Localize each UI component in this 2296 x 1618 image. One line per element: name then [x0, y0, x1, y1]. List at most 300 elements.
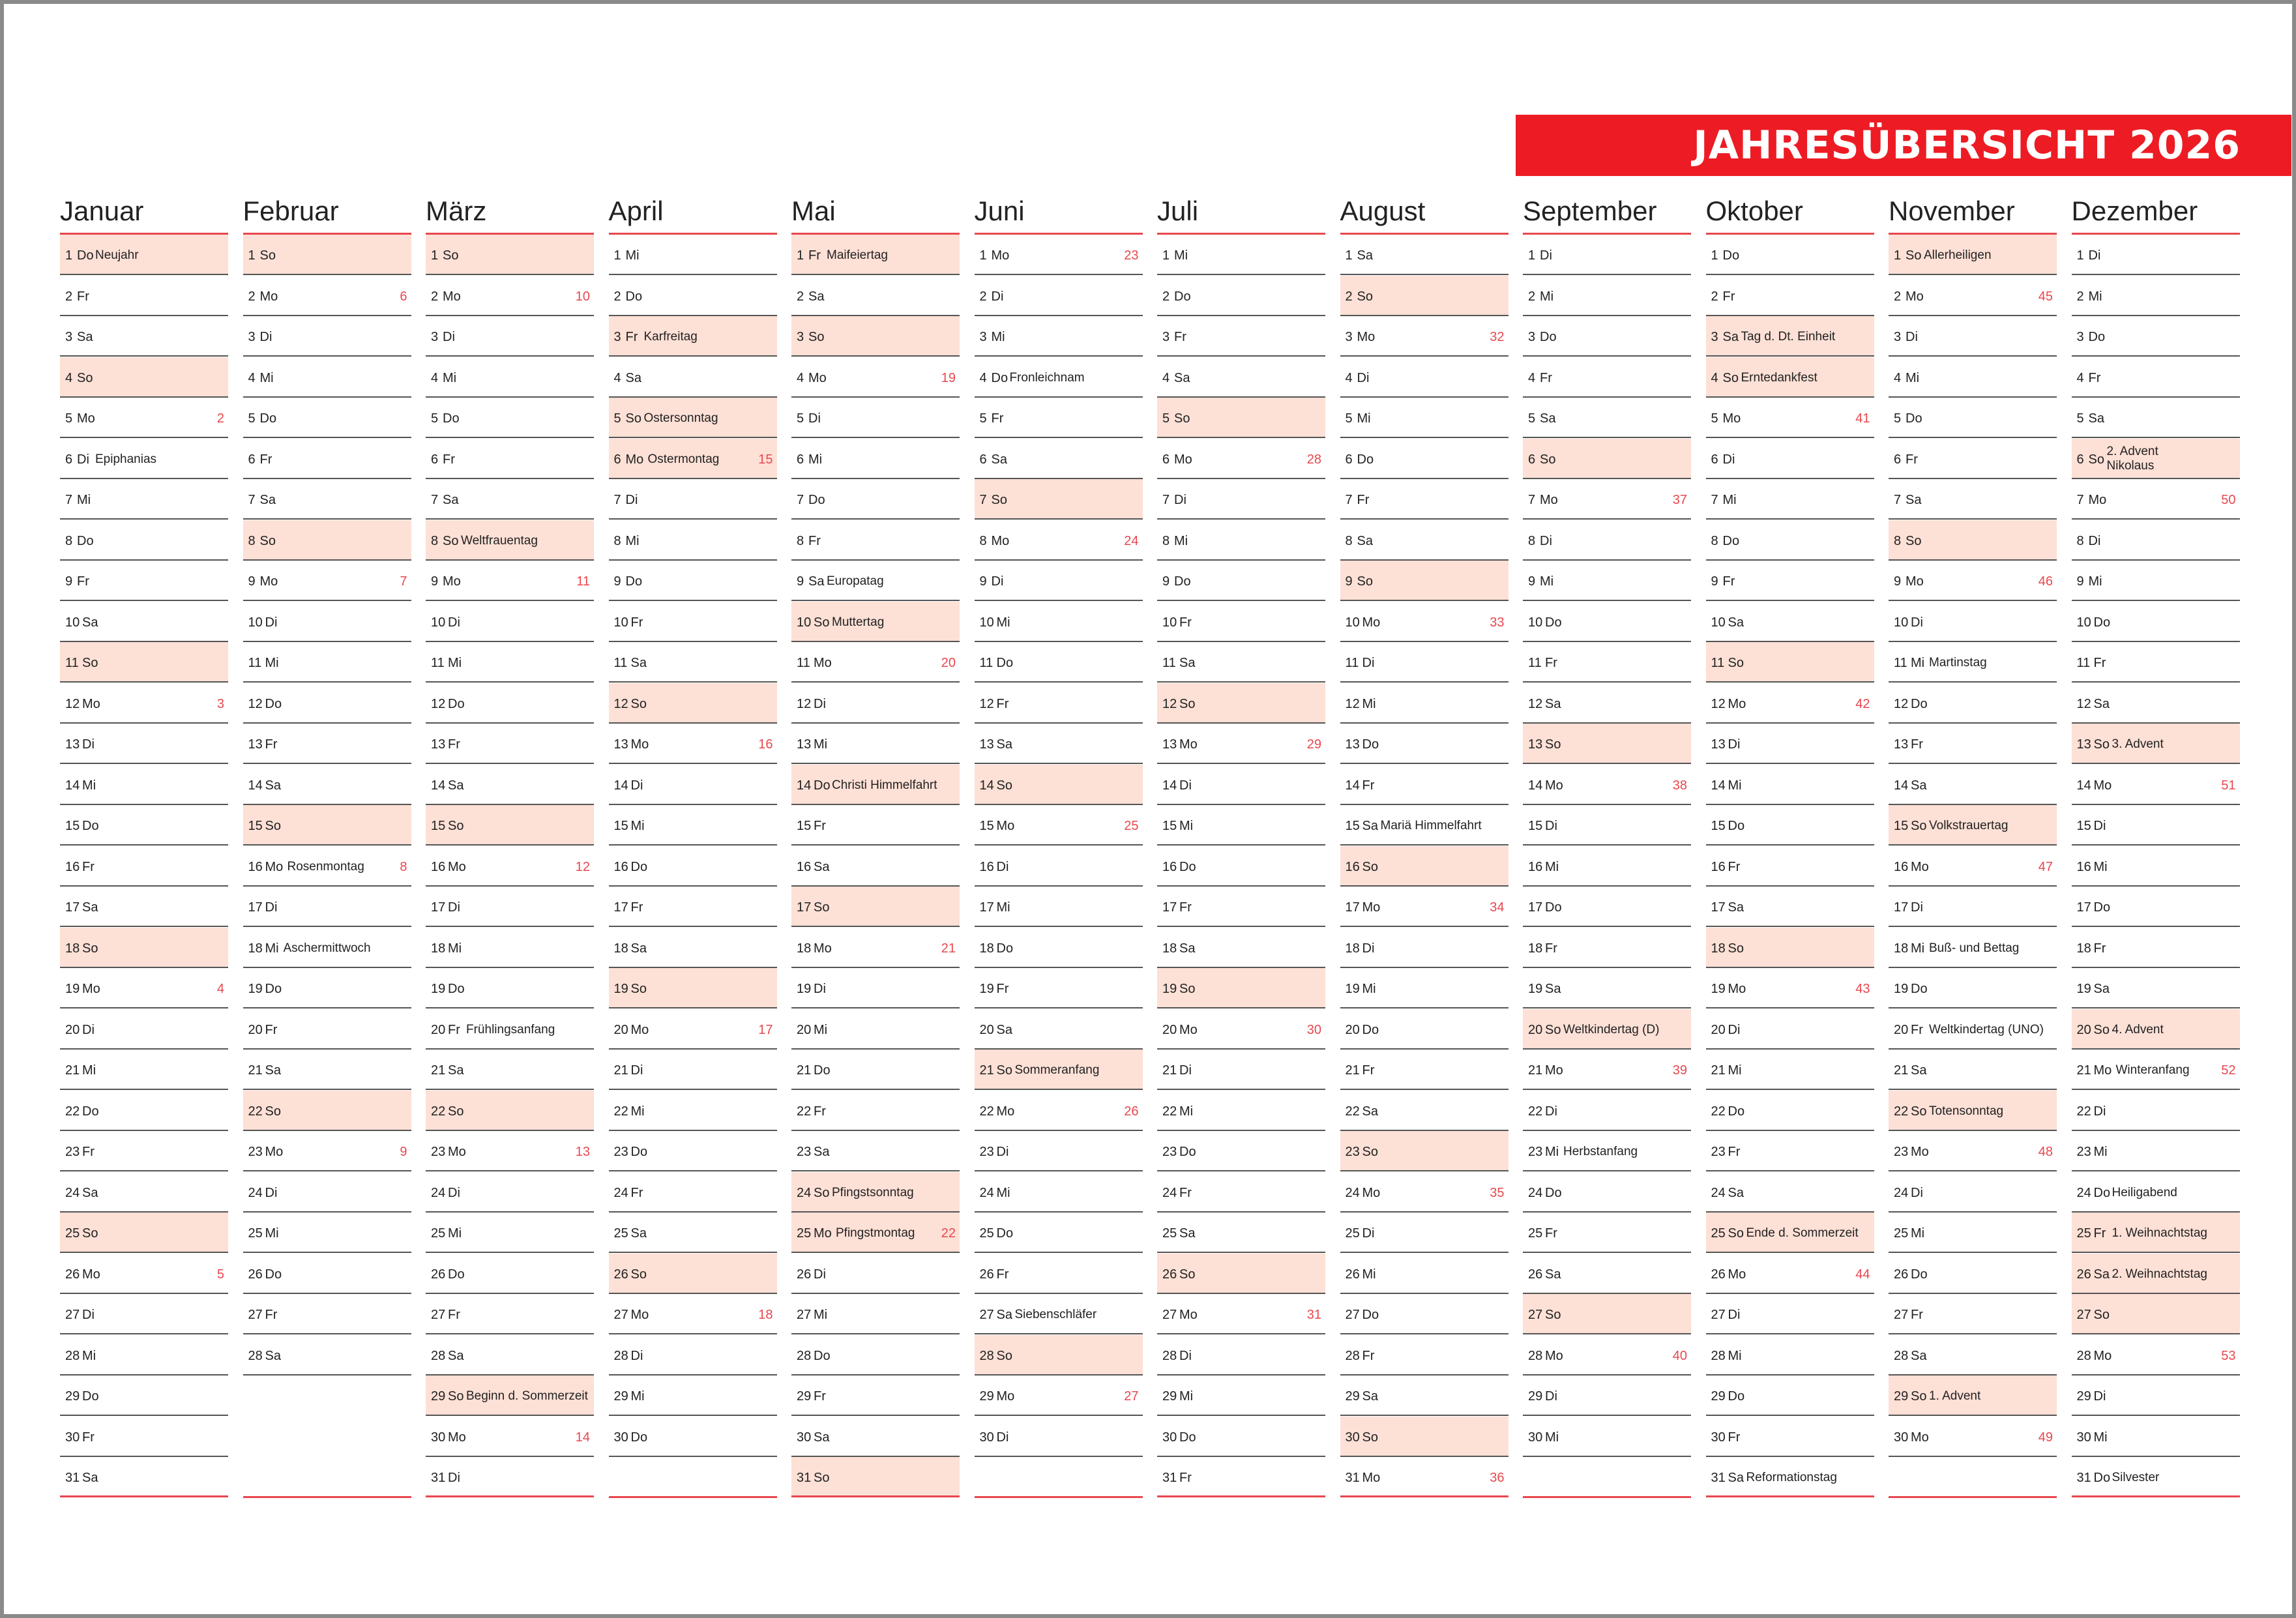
day-number: 10 — [2076, 615, 2091, 630]
day-row — [1706, 1050, 1874, 1090]
weekday: Sa — [1362, 1389, 1378, 1404]
weekday: So — [630, 982, 647, 996]
holiday-label: Muttertag — [832, 615, 885, 629]
day-row — [2072, 928, 2240, 968]
day-row — [2072, 316, 2240, 357]
day-number: 13 — [1345, 737, 1360, 752]
weekday: Mo — [1911, 859, 1929, 874]
day-row — [60, 235, 228, 275]
day-number: 16 — [1345, 859, 1360, 874]
day-number: 20 — [2076, 1022, 2091, 1037]
day-number: 18 — [613, 941, 628, 956]
day-number: 30 — [1894, 1430, 1909, 1445]
weekday: Di — [1911, 900, 1923, 915]
day-number: 31 — [2076, 1471, 2091, 1485]
week-number: 46 — [2038, 574, 2053, 589]
day-number: 27 — [431, 1308, 446, 1322]
weekday: Mi — [1179, 1389, 1194, 1404]
holiday-label: Ostermontag — [647, 452, 720, 466]
weekday: Fr — [1179, 900, 1192, 915]
day-number: 15 — [1894, 819, 1909, 833]
weekday: Do — [808, 493, 825, 507]
day-row — [1706, 887, 1874, 927]
day-row — [1523, 1131, 1691, 1171]
day-row — [791, 479, 960, 520]
weekday: So — [82, 656, 98, 670]
day-number: 29 — [431, 1389, 446, 1404]
weekday: Di — [1906, 330, 1918, 344]
day-row — [1157, 968, 1325, 1008]
day-number: 12 — [1162, 696, 1177, 711]
day-row — [1706, 683, 1874, 724]
day-number: 15 — [2076, 819, 2091, 833]
day-row — [1157, 683, 1325, 724]
week-number: 40 — [1672, 1348, 1687, 1363]
day-number: 6 — [2076, 452, 2084, 467]
weekday: Di — [996, 859, 1009, 874]
day-row — [609, 642, 777, 683]
weekday: Di — [1540, 248, 1552, 263]
weekday: Di — [814, 696, 826, 711]
weekday: Do — [265, 1267, 282, 1282]
day-number: 9 — [613, 574, 621, 589]
day-number: 11 — [431, 656, 445, 670]
week-number: 36 — [1490, 1471, 1505, 1485]
week-number: 42 — [1855, 696, 1870, 711]
day-number: 5 — [613, 411, 621, 426]
day-row — [609, 276, 777, 316]
day-row — [791, 765, 960, 805]
day-number: 7 — [65, 493, 73, 507]
weekday: Mi — [630, 1104, 645, 1119]
day-row — [60, 887, 228, 927]
day-row — [1706, 520, 1874, 561]
day-row — [975, 887, 1143, 927]
day-row — [60, 683, 228, 724]
week-number: 9 — [400, 1145, 407, 1159]
day-row — [791, 724, 960, 764]
day-row — [609, 1335, 777, 1375]
day-row — [60, 357, 228, 398]
day-number: 19 — [797, 982, 812, 996]
month-name: Februar — [243, 196, 339, 226]
day-number: 22 — [979, 1104, 994, 1119]
day-number: 10 — [613, 615, 628, 630]
day-number: 29 — [1345, 1389, 1360, 1404]
weekday: Do — [448, 982, 465, 996]
day-row — [975, 1335, 1143, 1375]
day-number: 3 — [797, 330, 804, 344]
day-row — [60, 1294, 228, 1334]
day-number: 25 — [1345, 1226, 1360, 1241]
weekday: Fr — [1545, 656, 1557, 670]
weekday: Mo — [630, 1022, 649, 1037]
weekday: Mo — [1545, 1348, 1563, 1363]
day-row — [1157, 846, 1325, 887]
day-row — [609, 887, 777, 927]
weekday: Fr — [1911, 1308, 1923, 1322]
day-number: 1 — [979, 248, 987, 263]
day-row — [1157, 1009, 1325, 1050]
day-number: 6 — [1894, 452, 1902, 467]
day-number: 9 — [65, 574, 73, 589]
day-number: 20 — [1162, 1022, 1177, 1037]
day-number: 30 — [979, 1430, 994, 1445]
day-row — [1889, 235, 2057, 275]
month-name: Januar — [60, 196, 144, 226]
holiday-label: Siebenschläfer — [1014, 1308, 1097, 1321]
day-number: 20 — [1894, 1022, 1909, 1037]
weekday: Di — [1911, 615, 1923, 630]
weekday: Fr — [996, 696, 1009, 711]
weekday: Di — [265, 900, 278, 915]
day-row — [60, 805, 228, 846]
day-row — [609, 1091, 777, 1131]
day-row — [1340, 928, 1509, 968]
weekday: So — [443, 248, 459, 263]
day-row — [1706, 805, 1874, 846]
day-row — [791, 439, 960, 479]
day-row — [1889, 602, 2057, 642]
weekday: Di — [448, 615, 460, 630]
weekday: Do — [265, 982, 282, 996]
day-number: 22 — [1711, 1104, 1726, 1119]
weekday: Di — [448, 1471, 460, 1485]
day-row — [1340, 1091, 1509, 1131]
day-number: 3 — [1528, 330, 1536, 344]
day-row — [1340, 1417, 1509, 1457]
weekday: Sa — [82, 1185, 98, 1200]
day-row — [1157, 928, 1325, 968]
weekday: So — [1906, 248, 1922, 263]
weekday: Di — [991, 574, 1004, 589]
weekday: So — [814, 615, 830, 630]
day-number: 24 — [1894, 1185, 1909, 1200]
day-number: 16 — [1162, 859, 1177, 874]
day-number: 12 — [797, 696, 812, 711]
day-number: 12 — [1528, 696, 1543, 711]
day-number: 20 — [431, 1022, 446, 1037]
day-number: 21 — [1162, 1063, 1177, 1078]
day-row — [243, 316, 411, 357]
holiday-label: Europatag — [827, 574, 884, 588]
day-number: 15 — [65, 819, 80, 833]
week-number: 24 — [1124, 533, 1139, 548]
day-number: 27 — [613, 1308, 628, 1322]
weekday: Mi — [630, 819, 645, 833]
day-number: 29 — [1894, 1389, 1909, 1404]
day-row — [1157, 1254, 1325, 1294]
day-number: 18 — [1528, 941, 1543, 956]
month-end-line — [1523, 1496, 1691, 1498]
day-number: 10 — [248, 615, 263, 630]
week-number: 12 — [575, 859, 590, 874]
day-row — [426, 846, 594, 887]
day-row — [609, 846, 777, 887]
weekday: Fr — [1545, 1226, 1557, 1241]
day-number: 15 — [248, 819, 263, 833]
weekday: So — [1357, 289, 1373, 304]
day-row — [791, 357, 960, 398]
day-row — [243, 1131, 411, 1171]
day-number: 14 — [1894, 778, 1909, 793]
weekday: Mi — [1179, 1104, 1194, 1119]
weekday: Mi — [1357, 411, 1371, 426]
week-number: 23 — [1124, 248, 1139, 263]
weekday: Sa — [259, 493, 276, 507]
day-number: 13 — [1894, 737, 1909, 752]
day-row — [2072, 1213, 2240, 1253]
weekday: So — [1179, 982, 1196, 996]
weekday: Sa — [1545, 1267, 1561, 1282]
weekday: Sa — [1362, 1104, 1378, 1119]
week-number: 47 — [2038, 859, 2053, 874]
day-number: 26 — [797, 1267, 812, 1282]
weekday: Sa — [82, 615, 98, 630]
day-number: 11 — [797, 656, 810, 670]
weekday: Mi — [630, 1389, 645, 1404]
weekday: So — [814, 1185, 830, 1200]
day-row — [1889, 1335, 2057, 1375]
weekday: Do — [1728, 819, 1745, 833]
week-number: 45 — [2038, 289, 2053, 304]
weekday: Do — [625, 289, 643, 304]
weekday: Sa — [814, 1145, 830, 1159]
day-row — [1523, 968, 1691, 1008]
day-row — [1889, 1213, 2057, 1253]
day-row — [1340, 968, 1509, 1008]
day-number: 21 — [1345, 1063, 1360, 1078]
day-number: 10 — [1711, 615, 1726, 630]
weekday: Di — [2093, 1104, 2106, 1119]
day-row — [426, 1009, 594, 1050]
week-number: 26 — [1124, 1104, 1139, 1119]
day-number: 8 — [65, 533, 73, 548]
weekday: Mo — [259, 574, 278, 589]
day-number: 25 — [1894, 1226, 1909, 1241]
weekday: Mo — [814, 1226, 832, 1241]
day-row — [1889, 1091, 2057, 1131]
day-row — [975, 1294, 1143, 1334]
day-row — [426, 1335, 594, 1375]
weekday: Di — [265, 615, 278, 630]
weekday: Mo — [77, 411, 95, 426]
holiday-label: Maifeiertag — [827, 248, 888, 262]
day-row — [1706, 357, 1874, 398]
day-row — [609, 561, 777, 601]
weekday: So — [443, 533, 459, 548]
day-row — [1157, 1457, 1325, 1497]
week-number: 32 — [1490, 330, 1505, 344]
day-number: 30 — [65, 1430, 80, 1445]
day-number: 18 — [248, 941, 263, 956]
day-row — [975, 1050, 1143, 1090]
day-number: 28 — [1894, 1348, 1909, 1363]
weekday: Di — [996, 1145, 1009, 1159]
weekday: Fr — [259, 452, 272, 467]
weekday: Fr — [82, 859, 95, 874]
holiday-label: Heiligabend — [2112, 1185, 2177, 1199]
day-number: 10 — [431, 615, 446, 630]
day-number: 19 — [613, 982, 628, 996]
day-row — [243, 887, 411, 927]
day-number: 7 — [1894, 493, 1902, 507]
weekday: Di — [814, 1267, 826, 1282]
weekday: Sa — [1911, 1063, 1927, 1078]
weekday: Fr — [1906, 452, 1918, 467]
day-row — [1157, 276, 1325, 316]
day-number: 8 — [797, 533, 804, 548]
day-number: 8 — [1345, 533, 1353, 548]
weekday: Do — [1906, 411, 1922, 426]
day-row — [609, 765, 777, 805]
week-number: 44 — [1855, 1267, 1870, 1282]
day-row — [1157, 1335, 1325, 1375]
day-row — [1889, 276, 2057, 316]
day-row — [1157, 398, 1325, 438]
week-number: 41 — [1855, 411, 1870, 426]
day-number: 30 — [797, 1430, 812, 1445]
day-row — [791, 1254, 960, 1294]
day-row — [975, 724, 1143, 764]
weekday: Mi — [814, 1022, 828, 1037]
day-row — [2072, 642, 2240, 683]
day-row — [1706, 439, 1874, 479]
day-number: 3 — [1711, 330, 1718, 344]
weekday: Mo — [2088, 493, 2107, 507]
day-number: 24 — [797, 1185, 812, 1200]
day-number: 1 — [248, 248, 256, 263]
day-number: 22 — [248, 1104, 263, 1119]
weekday: Mo — [1540, 493, 1558, 507]
day-number: 14 — [2076, 778, 2091, 793]
weekday: Fr — [1179, 1185, 1192, 1200]
weekday: Fr — [991, 411, 1004, 426]
day-number: 9 — [1894, 574, 1902, 589]
weekday: Di — [265, 1185, 278, 1200]
weekday: Sa — [808, 574, 825, 589]
weekday: So — [448, 819, 464, 833]
day-number: 11 — [1162, 656, 1176, 670]
day-row — [791, 805, 960, 846]
weekday: Mo — [1911, 1145, 1929, 1159]
holiday-label: Epiphanias — [95, 452, 157, 466]
week-number: 3 — [216, 696, 224, 711]
day-number: 13 — [2076, 737, 2091, 752]
weekday: Di — [1545, 1104, 1557, 1119]
day-number: 1 — [431, 248, 439, 263]
day-row — [1523, 1375, 1691, 1416]
weekday: Sa — [2093, 1267, 2110, 1282]
weekday: Do — [265, 696, 282, 711]
day-number: 27 — [797, 1308, 812, 1322]
day-row — [1340, 724, 1509, 764]
day-row — [426, 1375, 594, 1416]
weekday: Do — [77, 533, 94, 548]
day-row — [1340, 1009, 1509, 1050]
day-row — [1340, 642, 1509, 683]
weekday: Do — [996, 941, 1014, 956]
weekday: Mo — [443, 289, 461, 304]
day-row — [1523, 1172, 1691, 1213]
week-number: 2 — [216, 411, 224, 426]
day-number: 31 — [431, 1471, 446, 1485]
month-name: Juni — [974, 196, 1025, 226]
weekday: Do — [1362, 1308, 1379, 1322]
day-number: 20 — [979, 1022, 994, 1037]
weekday: Sa — [996, 1308, 1012, 1322]
weekday: Di — [448, 1185, 460, 1200]
day-row — [1157, 561, 1325, 601]
week-number: 22 — [941, 1226, 956, 1241]
weekday: Mi — [265, 656, 279, 670]
day-number: 6 — [979, 452, 987, 467]
day-row — [609, 968, 777, 1008]
day-row — [1889, 479, 2057, 520]
day-number: 28 — [431, 1348, 446, 1363]
week-number: 33 — [1490, 615, 1505, 630]
week-number: 52 — [2221, 1063, 2236, 1078]
holiday-label: Pfingstmontag — [836, 1226, 915, 1240]
day-row — [1340, 683, 1509, 724]
day-row — [1706, 1172, 1874, 1213]
weekday: Di — [1174, 493, 1186, 507]
day-number: 28 — [2076, 1348, 2091, 1363]
weekday: Sa — [1911, 778, 1927, 793]
day-row — [609, 1050, 777, 1090]
day-row — [609, 1213, 777, 1253]
weekday: Fr — [2088, 370, 2101, 385]
weekday: Mi — [625, 248, 640, 263]
day-number: 31 — [1162, 1471, 1177, 1485]
weekday: Fr — [443, 452, 455, 467]
day-number: 28 — [1162, 1348, 1177, 1363]
month-end-line — [609, 1496, 777, 1498]
weekday: So — [1362, 859, 1378, 874]
weekday: Sa — [2093, 982, 2110, 996]
weekday: Do — [1362, 737, 1379, 752]
weekday: Do — [448, 696, 465, 711]
day-row — [609, 1254, 777, 1294]
day-row — [2072, 235, 2240, 275]
weekday: Fr — [1179, 615, 1192, 630]
day-row — [1157, 1172, 1325, 1213]
weekday: So — [1728, 941, 1744, 956]
day-number: 9 — [1345, 574, 1353, 589]
day-row — [791, 520, 960, 561]
weekday: Mi — [1911, 656, 1925, 670]
day-number: 18 — [2076, 941, 2091, 956]
day-row — [426, 724, 594, 764]
day-row — [791, 1009, 960, 1050]
day-row — [1706, 1335, 1874, 1375]
day-number: 19 — [1345, 982, 1360, 996]
month-end-line — [975, 1496, 1143, 1498]
day-number: 2 — [797, 289, 804, 304]
weekday: Mi — [1540, 574, 1554, 589]
day-row — [975, 439, 1143, 479]
holiday-label: Beginn d. Sommerzeit — [466, 1389, 588, 1403]
day-row — [791, 642, 960, 683]
holiday-label: Weltkindertag (D) — [1563, 1022, 1660, 1037]
day-row — [609, 1417, 777, 1457]
holiday-label: Mariä Himmelfahrt — [1380, 819, 1482, 832]
day-row — [1889, 1375, 2057, 1416]
day-number: 25 — [2076, 1226, 2091, 1241]
day-number: 25 — [248, 1226, 263, 1241]
weekday: Mo — [996, 1104, 1015, 1119]
day-row — [1889, 357, 2057, 398]
